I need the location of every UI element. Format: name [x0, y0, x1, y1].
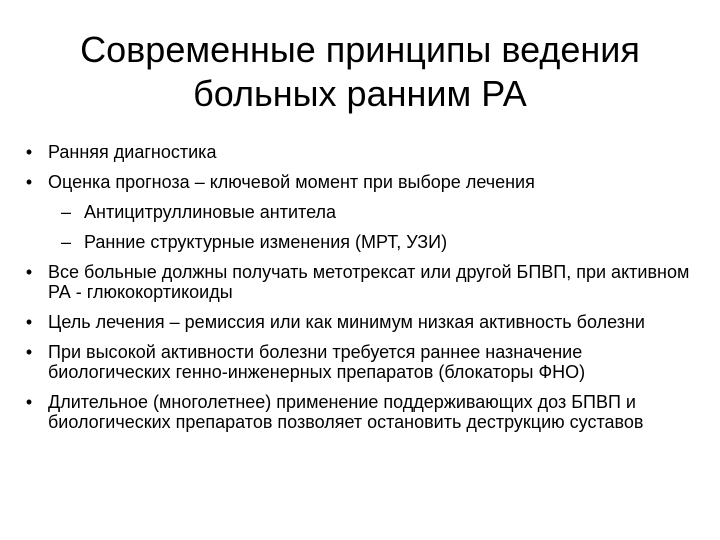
bullet-text: Все больные должны получать метотрексат или другой БПВП, при активном РА - глюкокортикоиды: [48, 262, 690, 302]
dash-bullet-icon: –: [60, 232, 71, 252]
bullet-dot-icon: •: [25, 342, 33, 362]
bullet-text: Длительное (многолетнее) применение поддерживающих доз БПВП и биологических препаратов позволяет остановить деструкцию суставов: [48, 392, 644, 432]
bullet-dot-icon: •: [25, 312, 33, 332]
bullet-dot-icon: •: [25, 392, 33, 412]
bullet-text: Ранняя диагностика: [48, 142, 217, 162]
bullet-item: [18, 262, 708, 302]
bullet-text: Ранние структурные изменения (МРТ, УЗИ): [84, 232, 448, 252]
bullet-item: [18, 312, 708, 332]
bullet-dot-icon: •: [25, 172, 33, 192]
sub-bullet-item: [18, 202, 708, 222]
dash-bullet-icon: –: [60, 202, 71, 222]
bullet-item: [18, 392, 708, 432]
bullet-text: Цель лечения – ремиссия или как минимум низкая активность болезни: [48, 312, 645, 332]
bullet-list: [18, 142, 708, 442]
bullet-dot-icon: •: [25, 142, 33, 162]
bullet-item: [18, 342, 708, 382]
slide-title-line: Современные принципы ведения: [80, 29, 640, 70]
bullet-text: При высокой активности болезни требуется раннее назначение биологических генно-инженерных препаратов (блокаторы ФНО): [48, 342, 586, 382]
sub-bullet-item: [18, 232, 708, 252]
bullet-item: [18, 172, 708, 192]
bullet-text: Антицитруллиновые антитела: [84, 202, 337, 222]
bullet-text: Оценка прогноза – ключевой момент при выборе лечения: [48, 172, 535, 192]
slide-title: [30, 28, 690, 116]
bullet-item: [18, 142, 708, 162]
bullet-dot-icon: •: [25, 262, 33, 282]
slide-title-line: больных ранним РА: [193, 73, 527, 114]
